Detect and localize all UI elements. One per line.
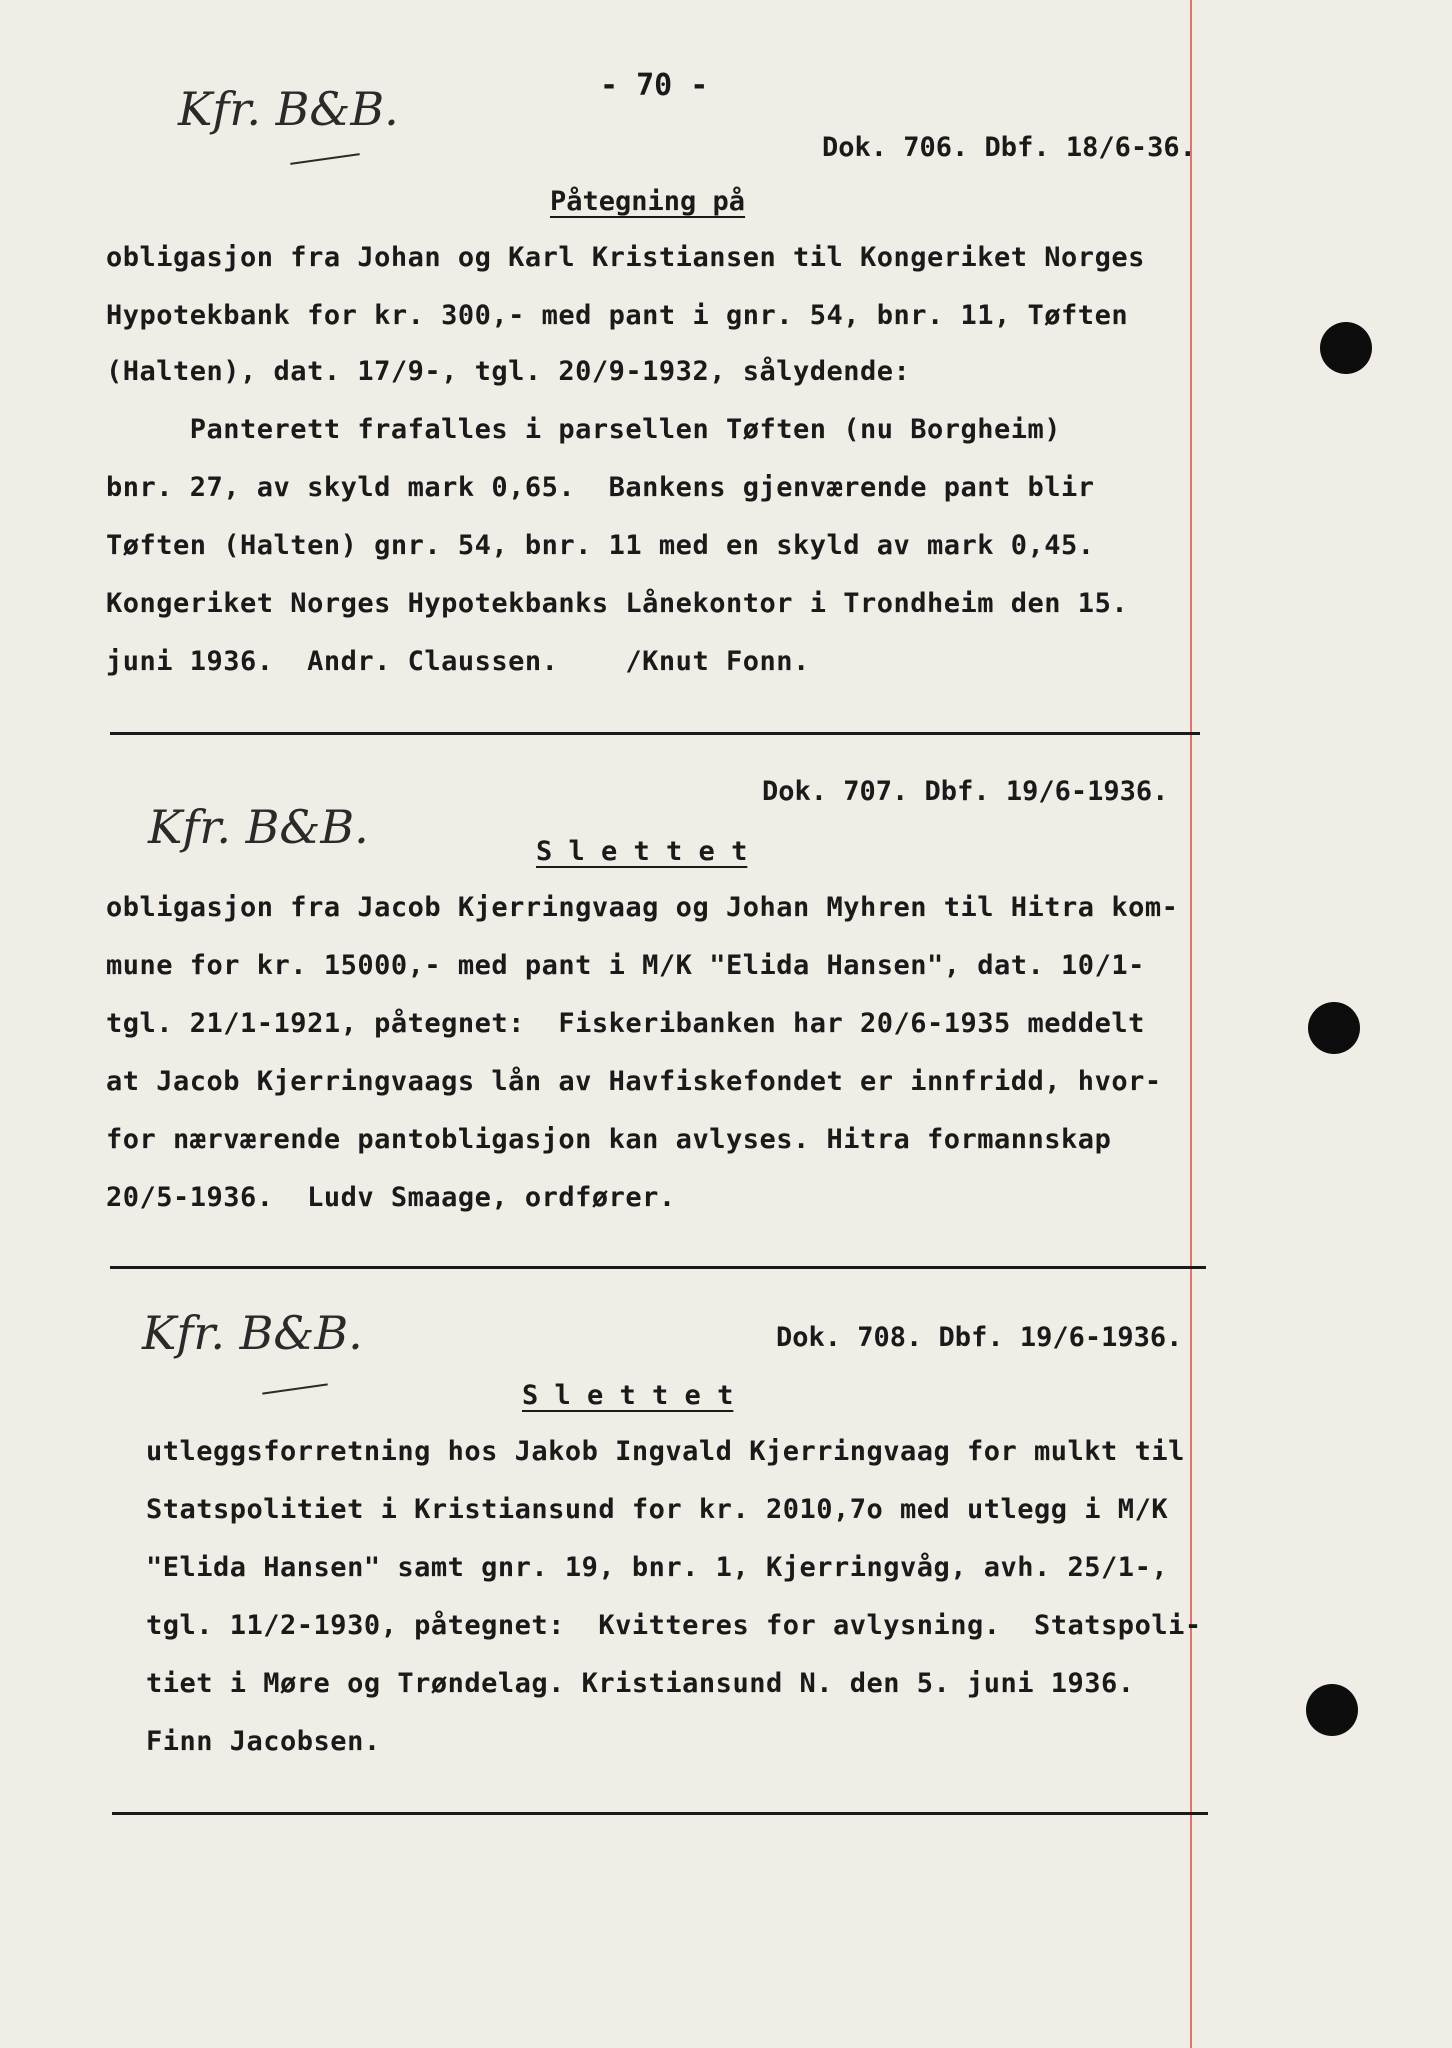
binder-hole bbox=[1320, 322, 1372, 374]
entry-line: tgl. 21/1-1921, påtegnet: Fiskeribanken har 20/6-1935 meddelt bbox=[106, 1008, 1145, 1039]
entry-line: Tøften (Halten) gnr. 54, bnr. 11 med en skyld av mark 0,45. bbox=[106, 530, 1095, 561]
section-divider bbox=[110, 732, 1200, 735]
entry-line: mune for kr. 15000,- med pant i M/K "Elida Hansen", dat. 10/1- bbox=[106, 950, 1145, 981]
entry-line: 20/5-1936. Ludv Smaage, ordfører. bbox=[106, 1182, 676, 1213]
entry-title: S l e t t e t bbox=[536, 836, 748, 867]
entry-line: at Jacob Kjerringvaags lån av Havfiskefondet er innfridd, hvor- bbox=[106, 1066, 1162, 1097]
entry-line: obligasjon fra Johan og Karl Kristiansen til Kongeriket Norges bbox=[106, 242, 1145, 273]
entry-header: Dok. 708. Dbf. 19/6-1936. bbox=[776, 1322, 1183, 1353]
entry-line: obligasjon fra Jacob Kjerringvaag og Johan Myhren til Hitra kom- bbox=[106, 892, 1179, 923]
handwritten-mark: Kfr. B&B. bbox=[178, 82, 399, 136]
entry-line: "Elida Hansen" samt gnr. 19, bnr. 1, Kjerringvåg, avh. 25/1-, bbox=[146, 1552, 1169, 1583]
entry-line: utleggsforretning hos Jakob Ingvald Kjerringvaag for mulkt til bbox=[146, 1436, 1185, 1467]
entry-header: Dok. 707. Dbf. 19/6-1936. bbox=[762, 776, 1169, 807]
entry-line: Kongeriket Norges Hypotekbanks Lånekontor i Trondheim den 15. bbox=[106, 588, 1129, 619]
section-divider bbox=[110, 1266, 1206, 1269]
entry-line: Statspolitiet i Kristiansund for kr. 2010,7o med utlegg i M/K bbox=[146, 1494, 1169, 1525]
entry-title: Påtegning på bbox=[550, 186, 746, 217]
handwritten-mark: Kfr. B&B. bbox=[148, 800, 369, 854]
handwritten-stroke bbox=[262, 1383, 328, 1394]
entry-line: for nærværende pantobligasjon kan avlyses. Hitra formannskap bbox=[106, 1124, 1112, 1155]
page-number: - 70 - bbox=[600, 68, 709, 103]
binder-hole bbox=[1306, 1684, 1358, 1736]
handwritten-stroke bbox=[290, 153, 360, 165]
entry-line: tgl. 11/2-1930, påtegnet: Kvitteres for avlysning. Statspoli- bbox=[146, 1610, 1202, 1641]
section-divider bbox=[112, 1812, 1208, 1815]
binder-hole bbox=[1308, 1002, 1360, 1054]
margin-line bbox=[1190, 0, 1192, 2048]
handwritten-mark: Kfr. B&B. bbox=[142, 1306, 363, 1360]
entry-line: Finn Jacobsen. bbox=[146, 1726, 381, 1757]
entry-line: tiet i Møre og Trøndelag. Kristiansund N. den 5. juni 1936. bbox=[146, 1668, 1135, 1699]
entry-line: Hypotekbank for kr. 300,- med pant i gnr. 54, bnr. 11, Tøften bbox=[106, 300, 1129, 331]
entry-header: Dok. 706. Dbf. 18/6-36. bbox=[822, 132, 1196, 163]
entry-line: bnr. 27, av skyld mark 0,65. Bankens gjenværende pant blir bbox=[106, 472, 1095, 503]
entry-line: juni 1936. Andr. Claussen. /Knut Fonn. bbox=[106, 646, 810, 677]
entry-line: (Halten), dat. 17/9-, tgl. 20/9-1932, sålydende: bbox=[106, 356, 911, 387]
entry-line: Panterett frafalles i parsellen Tøften (nu Borgheim) bbox=[106, 414, 1062, 445]
entry-title: S l e t t e t bbox=[522, 1380, 734, 1411]
